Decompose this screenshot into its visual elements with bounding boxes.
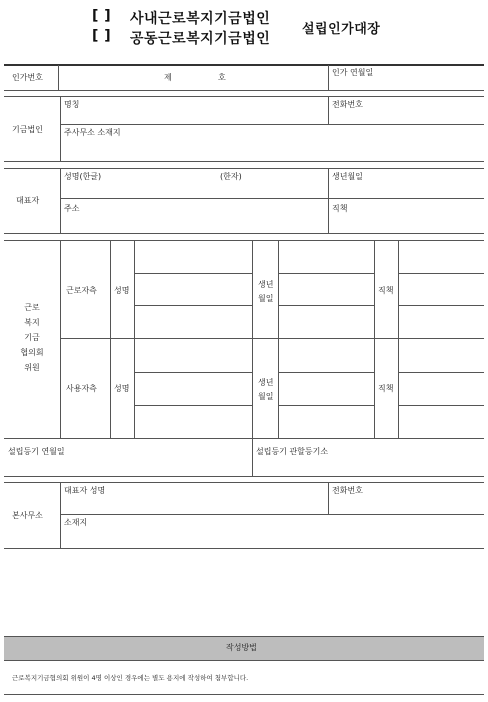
- divider: [4, 90, 484, 91]
- branch-address-label: 소재지: [64, 518, 88, 527]
- permit-number-suffix: 호: [218, 73, 226, 82]
- divider: [374, 240, 375, 438]
- registration-date-label: 설립등기 연월일: [8, 447, 65, 456]
- divider: [278, 273, 374, 274]
- divider: [134, 405, 252, 406]
- birth-label-line: 월일: [258, 392, 274, 401]
- divider: [60, 198, 484, 199]
- divider: [328, 65, 329, 90]
- divider: [60, 240, 61, 438]
- rep-name-hanja-label: (한자): [220, 172, 242, 181]
- divider: [4, 161, 484, 162]
- type-joint-fund: 공동근로복지기금법인: [130, 31, 271, 47]
- rep-name-korean-label: 성명(한글): [64, 172, 102, 181]
- divider: [4, 96, 484, 97]
- branch-section-label: 본사무소: [12, 511, 43, 520]
- divider: [60, 124, 484, 125]
- divider: [328, 168, 329, 233]
- divider: [4, 636, 484, 637]
- divider: [4, 64, 484, 66]
- divider: [58, 65, 59, 90]
- divider: [398, 305, 484, 306]
- divider: [4, 482, 484, 483]
- council-section-label: [4, 300, 60, 375]
- employer-position-label: 직책: [378, 384, 394, 393]
- worker-side-label: 근로자측: [66, 286, 97, 295]
- type-corporate-fund: 사내근로복지기금법인: [130, 11, 271, 27]
- worker-birth-label: [258, 278, 273, 306]
- council-label-line: 근로: [24, 303, 40, 312]
- employer-name-label: 성명: [114, 384, 130, 393]
- representative-section-label: 대표자: [16, 196, 40, 205]
- divider: [398, 372, 484, 373]
- divider: [110, 240, 111, 438]
- divider: [252, 438, 253, 476]
- permit-number-prefix: 제: [164, 73, 172, 82]
- council-label-line: 기금: [24, 333, 40, 342]
- divider: [398, 273, 484, 274]
- divider: [328, 96, 329, 124]
- branch-rep-name-label: 대표자 성명: [64, 486, 106, 495]
- council-label-line: 위원: [24, 363, 40, 372]
- divider: [278, 405, 374, 406]
- worker-name-label: 성명: [114, 286, 130, 295]
- divider: [4, 438, 484, 439]
- divider: [134, 240, 135, 438]
- rep-address-label: 주소: [64, 204, 80, 213]
- divider: [398, 405, 484, 406]
- divider: [4, 694, 484, 695]
- divider: [278, 372, 374, 373]
- divider: [60, 96, 61, 161]
- birth-label-line: 월일: [258, 294, 274, 303]
- divider: [4, 168, 484, 169]
- divider: [60, 168, 61, 233]
- divider: [4, 233, 484, 234]
- worker-position-label: 직책: [378, 286, 394, 295]
- rep-position-label: 직책: [332, 204, 348, 213]
- divider: [398, 240, 399, 438]
- employer-side-label: 사용자측: [66, 384, 97, 393]
- divider: [134, 372, 252, 373]
- checkbox-corporate-fund[interactable]: [ ]: [92, 8, 112, 24]
- permit-number-label: 인가번호: [12, 73, 43, 82]
- fund-name-label: 명칭: [64, 100, 80, 109]
- instructions-heading: 작성방법: [226, 643, 257, 652]
- branch-phone-label: 전화번호: [332, 486, 363, 495]
- divider: [278, 305, 374, 306]
- fund-phone-label: 전화번호: [332, 100, 363, 109]
- divider: [134, 273, 252, 274]
- birth-label-line: 생년: [258, 280, 274, 289]
- divider: [60, 338, 484, 339]
- council-label-line: 협의회: [20, 348, 44, 357]
- page-title: 설립인가대장: [302, 22, 381, 37]
- employer-birth-label: [258, 376, 273, 404]
- divider: [4, 660, 484, 661]
- divider: [4, 548, 484, 549]
- fund-section-label: 기금법인: [12, 125, 43, 134]
- divider: [4, 240, 484, 241]
- divider: [278, 240, 279, 438]
- rep-birth-label: 생년월일: [332, 172, 363, 181]
- council-label-line: 복지: [24, 318, 40, 327]
- birth-label-line: 생년: [258, 378, 274, 387]
- instructions-note: 근로복지기금협의회 위원이 4명 이상인 경우에는 별도 용지에 작성하여 첨부합니다.: [12, 674, 249, 682]
- fund-address-label: 주사무소 소재지: [64, 128, 121, 137]
- divider: [252, 240, 253, 438]
- registration-office-label: 설립등기 관할등기소: [256, 447, 329, 456]
- checkbox-joint-fund[interactable]: [ ]: [92, 28, 112, 44]
- divider: [4, 476, 484, 477]
- permit-date-label: 인가 연월일: [332, 68, 374, 77]
- divider: [328, 482, 329, 514]
- divider: [134, 305, 252, 306]
- divider: [60, 482, 61, 548]
- divider: [60, 514, 484, 515]
